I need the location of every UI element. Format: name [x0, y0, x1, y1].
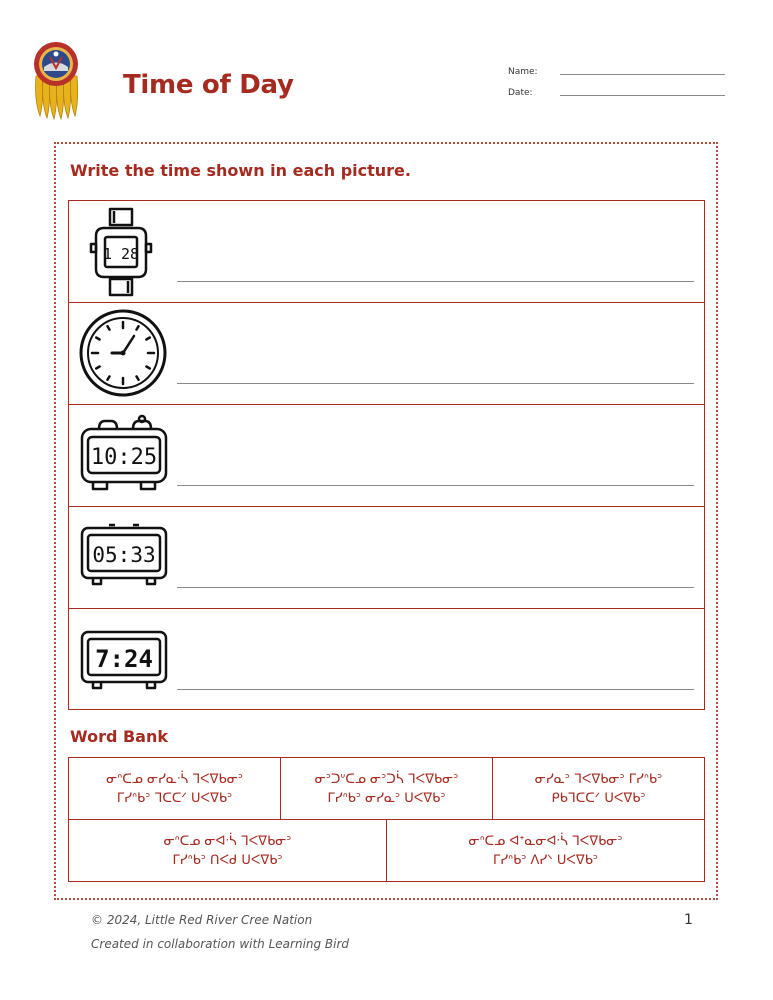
answer-line[interactable]	[177, 281, 694, 282]
digital-clock-icon	[69, 609, 179, 711]
question-table	[68, 200, 705, 710]
question-row	[69, 507, 704, 609]
alarm-clock-display: 10:25	[90, 445, 158, 470]
date-line[interactable]	[560, 95, 725, 96]
answer-line[interactable]	[177, 485, 694, 486]
word-bank-item: ᓂᐢᑕᓄ ᓂᓯᓇᐧᓵ ᒣᐸᐁᑲᓂᐣ ᒥᓯᐢᑲᐣ ᒣᑕᑕᐟ ᑌᐸᐁᑲᐣ	[69, 758, 281, 820]
answer-line[interactable]	[177, 587, 694, 588]
name-label: Name:	[508, 67, 538, 77]
answer-line[interactable]	[177, 689, 694, 690]
question-row	[69, 405, 704, 507]
word-bank-item: ᓂᐢᑕᓄ ᓂᐊᐧᓵ ᒣᐸᐁᑲᓂᐣ ᒥᓯᐢᑲᐣ ᑎᐸᑯ ᑌᐸᐁᑲᐣ	[69, 820, 387, 881]
digital-watch-icon	[69, 201, 179, 303]
copyright-text: © 2024, Little Red River Cree Nation	[91, 913, 313, 927]
word-bank-title: Word Bank	[70, 727, 169, 746]
clock-display: 05:33	[92, 543, 156, 567]
watch-display: 1 28	[102, 245, 140, 263]
answer-line[interactable]	[177, 383, 694, 384]
nation-logo-icon	[28, 40, 84, 120]
digital-clock-icon	[69, 507, 179, 609]
word-bank-item: ᓂᐢᑕᓄ ᐊᐩᓇᓂᐊᐧᓵ ᒣᐸᐁᑲᓂᐣ ᒥᓯᐢᑲᐣ ᐱᓯᐠ ᑌᐸᐁᑲᐣ	[468, 833, 623, 868]
clock-display: 7:24	[95, 645, 153, 673]
page-number: 1	[684, 912, 693, 928]
word-bank	[68, 757, 705, 882]
question-row	[69, 303, 704, 405]
word-bank-item: ᓂᓯᓇᐣ ᒣᐸᐁᑲᓂᐣ ᒥᓯᐢᑲᐣ ᑭᑲᒣᑕᑕᐟ ᑌᐸᐁᑲᐣ	[493, 758, 704, 820]
word-bank-item: ᓂᐣᑐᐡᑕᓄ ᓂᐣᑐᓵ ᒣᐸᐁᑲᓂᐣ ᒥᓯᐢᑲᐣ ᓂᓯᓇᐣ ᑌᐸᐁᑲᐣ	[281, 758, 493, 820]
question-row	[69, 201, 704, 303]
question-row	[69, 609, 704, 711]
name-line[interactable]	[560, 74, 725, 75]
instructions: Write the time shown in each picture.	[70, 161, 411, 180]
page-title: Time of Day	[123, 70, 294, 100]
credit-text: Created in collaboration with Learning Bird	[91, 937, 350, 951]
analog-clock-icon	[69, 303, 179, 405]
digital-alarm-clock-icon	[69, 405, 179, 507]
date-label: Date:	[508, 88, 533, 98]
